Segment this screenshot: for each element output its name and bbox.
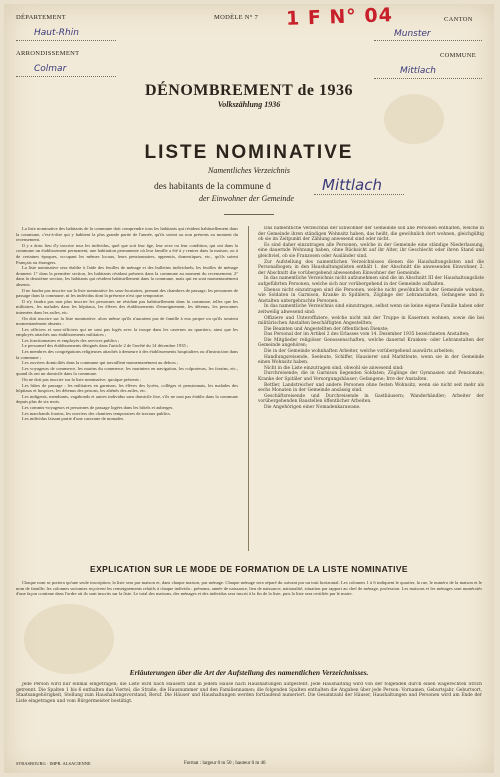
instruction-paragraph: Es sind daher einzutragen alle Personen, welche in der Gemeinde eine ständige Niederlassung, eine dauernde Wohnung haben, ohne Rücksicht auf ihr Alter, ihr Geschlecht oder ihren Stand und gleichviel, ob sie Franzosen oder Ausländer sind. bbox=[258, 242, 484, 259]
column-divider bbox=[248, 226, 249, 551]
title-divider bbox=[224, 214, 274, 215]
instruction-paragraph: Il y a donc lieu d'y inscrire tous les individus, quel que soit leur âge, leur sexe ou leur condition, qui ont dans la commune un établissement permanent, une habitation permanente où leur famille a été à y rentrer dans la maison, ou à de certaines époques, occupant les mêmes locaux, leurs pensionnaires, apprentis, domestiques, etc., qu'ils soient Français ou étrangers. bbox=[16, 242, 238, 265]
instruction-paragraph: Handlungsreisende, Seeleute, Schiffer, Hausierer und Marktleute, wenn sie in der Gemeinde einen Wohnsitz haben. bbox=[258, 354, 484, 366]
instruction-paragraph: Die Angehörigen einer Nomadenkarawane. bbox=[264, 405, 361, 410]
departement-label: DÉPARTEMENT bbox=[16, 14, 66, 21]
explication-text: Chaque nom se portera qu'une seule inscription; la liste sera par maison et, dans chaque maison, par ménage. Chaque ménage sera séparé du suivant par un trait horizontal. Les colonnes 1 à 6 indiquent le quartier, la rue, le numéro de la maison et le nom de famille; les colonnes suivantes reçoivent les renseignements relatifs à chaque individu : prénoms, année de naissance, lieu de naissance, nationalité, situation par rapport au chef de ménage, profession. Les maisons et les ménages sont numérotés d'une façon continue dans l'ordre où ils sont inscrits sur la liste. Le total des maisons, des ménages et des individus sera inscrit à la fin de la liste, puis la liste sera certifiée par le maire. bbox=[16, 580, 482, 597]
instructions-fr bbox=[16, 226, 238, 551]
instruction-paragraph: Les marchands forains, les ouvriers des chantiers temporaires de travaux publics. bbox=[22, 410, 171, 416]
commune-label: COMMUNE bbox=[440, 52, 477, 59]
commune-name-handwritten: Mittlach bbox=[322, 176, 382, 194]
erlaeuterung-title: Erläuterungen über die Art der Aufstellung des namentlichen Verzeichnisses. bbox=[129, 668, 369, 677]
census-title: DÉNOMBREMENT de 1936 bbox=[145, 82, 353, 99]
instruction-paragraph: Zur Aufstellung des namentlichen Verzeichnisses dienen die Haushaltungslisten und die Personalbogen; in den Haushaltungslisten enthält 1. der Abschnitt die anwesenden Einwohner, 2. der Abschnitt die vorübergehend abwesenden Einwohner der Gemeinde. bbox=[258, 259, 484, 276]
list-title: LISTE NOMINATIVE bbox=[144, 142, 354, 163]
instruction-paragraph: Geschäftsreisende und Durchreisende in Gasthäusern; Wanderhändler; Arbeiter der vorübergehenden Baustellen öffentlicher Arbeiten. bbox=[258, 393, 484, 405]
instruction-paragraph: Das Personal der im Artikel 2 des Erlasses vom 14. Dezember 1935 bezeichneten Anstalten; bbox=[264, 332, 470, 338]
erlaeuterung-text: Jede Person wird nur einmal eingetragen; die Liste wird nach Häusern und in jedem Hause nach Haushaltungen aufgestellt. Jede Haushaltung wird von der folgenden durch einen wagerechten Strich getrennt. Die Spalten 1 bis 6 enthalten das Viertel, die Straße, die Hausnummer und den Familiennamen; die folgenden Spalten enthalten die Angaben über jede Person: Vornamen, Geburtsjahr, Geburtsort, Staatsangehörigkeit, Stellung zum Haushaltungsvorstand, Beruf. Die Häuser und Haushaltungen werden fortlaufend numeriert. Die Gesamtzahl der Häuser, Haushaltungen und Personen wird am Ende der Liste eingetragen und vom Bürgermeister bestätigt. bbox=[16, 682, 482, 704]
instruction-paragraph: Les fonctionnaires et employés des services publics ; bbox=[22, 337, 120, 343]
commune-value: Mittlach bbox=[400, 66, 436, 76]
instruction-paragraph: La liste nominative des habitants de la commune doit comprendre tous les habitants qui résident habituellement dans la commune, c'est-à-dire qui y habitent la plus grande partie de l'année, qu'ils soient ou non présents au moment du recensement. bbox=[16, 226, 238, 243]
list-title-de: Namentliches Verzeichnis bbox=[208, 166, 290, 175]
instruction-paragraph: Durchreisende; die in Garnison liegenden Soldaten; Zöglinge der Gymnasien und Pensionate; Kranke der Spitäler und Versorgungshäuser; Gefangene; Irre der Anstalten. bbox=[258, 371, 484, 383]
arrondissement-label: ARRONDISSEMENT bbox=[16, 50, 80, 57]
explication-title: EXPLICATION SUR LE MODE DE FORMATION DE LA LISTE NOMINATIVE bbox=[90, 564, 408, 574]
departement-value: Haut-Rhin bbox=[34, 28, 79, 38]
arrondissement-value: Colmar bbox=[34, 64, 67, 74]
instruction-paragraph: Les individus faisant partie d'une caravane de nomades. bbox=[22, 416, 125, 422]
printer-mark: STRASBOURG · IMPR. ALSACIENNE bbox=[16, 761, 91, 766]
departement-line bbox=[16, 40, 116, 41]
instruction-paragraph: Les voyageurs de commerce, les marins du commerce, les mariniers en navigation, les colporteurs, les forains, etc., quand ils ont un domicile dans la commune. bbox=[16, 365, 238, 377]
paper-stain bbox=[384, 94, 444, 144]
instruction-paragraph: Die Beamten und Angestellten der öffentlichen Dienste; bbox=[264, 326, 389, 332]
instructions-de bbox=[258, 226, 484, 551]
instruction-paragraph: Il n'y faudra pas non plus inscrire les personnes ne résidant pas habituellement dans la commune, telles que les militaires, les malades dans les hôpitaux, les élèves des établissements d'enseignement, les détenus, les personnes internées dans les asiles, etc. bbox=[16, 298, 238, 315]
census-title-de: Volkszählung 1936 bbox=[217, 100, 281, 109]
instruction-paragraph: On doit inscrire sur la liste nominative, alors même qu'ils n'auraient pas de famille à eux propre ou qu'ils seraient momentanément absents : bbox=[16, 315, 238, 327]
instruction-paragraph: Nicht in die Liste einzutragen sind, obwohl sie anwesend sind: bbox=[264, 365, 404, 371]
format-note: Format : largeur 0 m 50 ; hauteur 0 m 46 bbox=[184, 761, 266, 766]
archive-stamp: 1 F N° 04 bbox=[285, 4, 394, 30]
canton-label: CANTON bbox=[444, 16, 473, 23]
instruction-paragraph: Les indigents, mendiants, vagabonds et autres individus sans domicile fixe, s'ils ne sont pas établis dans la commune depuis plus de six mois. bbox=[16, 393, 238, 405]
instruction-paragraph: In das namentliche Verzeichnis sind einzutragen, selbst wenn sie keine eigene Familie haben oder zeitweilig abwesend sind: bbox=[258, 304, 484, 315]
instruction-paragraph: Offiziere und Unteroffiziere, welche nicht mit der Truppe in Kasernen wohnen, sowie die bei militärischen Anstalten beschäftigten Angestellten; bbox=[258, 315, 484, 327]
canton-value: Munster bbox=[394, 29, 431, 39]
instruction-paragraph: Bettler, Landstreicher und andere Personen ohne festen Wohnsitz, wenn sie nicht seit mehr als sechs Monaten in der Gemeinde ansässig sind. bbox=[258, 382, 484, 394]
instruction-paragraph: Les membres des congrégations religieuses attachés à demeure à des établissements hospitaliers ou d'instruction dans la commune ; bbox=[16, 349, 238, 360]
instruction-paragraph: Il ne faudra pas inscrire sur la liste nominative les sous-locataires, prenant des chambres de passage, les personnes de passage dans la commune, ni les individus dont la présence n'est que temporaire. bbox=[16, 287, 238, 299]
instruction-paragraph: In das namentliche Verzeichnis nicht aufzunehmen sind die im Abschnitt III der Haushaltungsliste aufgeführten Personen, welche sich nur vorübergehend in der Gemeinde aufhalten. bbox=[258, 276, 484, 287]
commune-prefix: des habitants de la commune d bbox=[154, 182, 271, 192]
instruction-paragraph: Les hôtes de passage ; les militaires en garnison, les élèves des lycées, collèges et pensionnats, les malades des hôpitaux et hospices, les détenus des prisons, les aliénés des asiles, etc. bbox=[16, 382, 238, 394]
instruction-paragraph: Les commis-voyageurs et personnes de passage logées dans les hôtels et auberges. bbox=[22, 405, 174, 410]
instruction-paragraph: Die in der Gemeinde wohnhaften Arbeiter, welche vorübergehend auswärts arbeiten; bbox=[264, 349, 455, 355]
instruction-paragraph: Das namentliche Verzeichnis der Einwohner der Gemeinde soll alle Personen enthalten, welche in der Gemeinde ihren ständigen Wohnsitz haben, das heißt, die gewöhnlich dort wohnen, gleichgültig ob sie im Zeitpunkt der Zählung anwesend sind oder nicht. bbox=[258, 226, 484, 243]
instruction-paragraph: On ne doit pas inscrire sur la liste nominative, quoique présents : bbox=[22, 377, 142, 383]
instruction-paragraph: Les officiers et sous-officiers qui ne sont pas logés avec la troupe dans les casernes ou quartiers, ainsi que les employés attachés aux établissements militaires ; bbox=[16, 326, 238, 338]
commune-de: der Einwohner der Gemeinde bbox=[199, 194, 294, 203]
instruction-paragraph: Ebenso nicht einzutragen sind die Personen, welche nicht gewöhnlich in der Gemeinde wohnen, wie Soldaten in Garnison, Kranke in Spitälern, Zöglinge der Lehranstalten, Gefangene und in Anstalten untergebrachte Personen. bbox=[258, 287, 484, 304]
commune-line bbox=[374, 78, 482, 79]
document-page bbox=[4, 4, 494, 773]
instruction-paragraph: Le personnel des établissements désignés dans l'article 2 de l'arrêté du 14 décembre 1935 ; bbox=[22, 343, 189, 349]
instruction-paragraph: La liste nominative sera établie à l'aide des feuilles de ménage et des bulletins individuels; les feuilles de ménage donnent: 1° dans la première section, les habitants résidant présents dans la commune au moment du recensement; 2° dans la deuxième section, les habitants qui résident habituellement dans la commune, mais qui en sont momentanément absents. bbox=[16, 265, 238, 287]
commune-name-line bbox=[314, 194, 404, 195]
canton-line bbox=[374, 40, 482, 41]
modele-number: MODÈLE N° 7 bbox=[214, 14, 259, 21]
instruction-paragraph: Les ouvriers domiciliés dans la commune qui travaillent momentanément au dehors ; bbox=[22, 360, 179, 366]
arrondissement-line bbox=[16, 76, 116, 77]
instruction-paragraph: Die Mitglieder religiöser Genossenschaften, welche dauernd Kranken- oder Lehranstalten der Gemeinde angehören; bbox=[258, 337, 484, 349]
